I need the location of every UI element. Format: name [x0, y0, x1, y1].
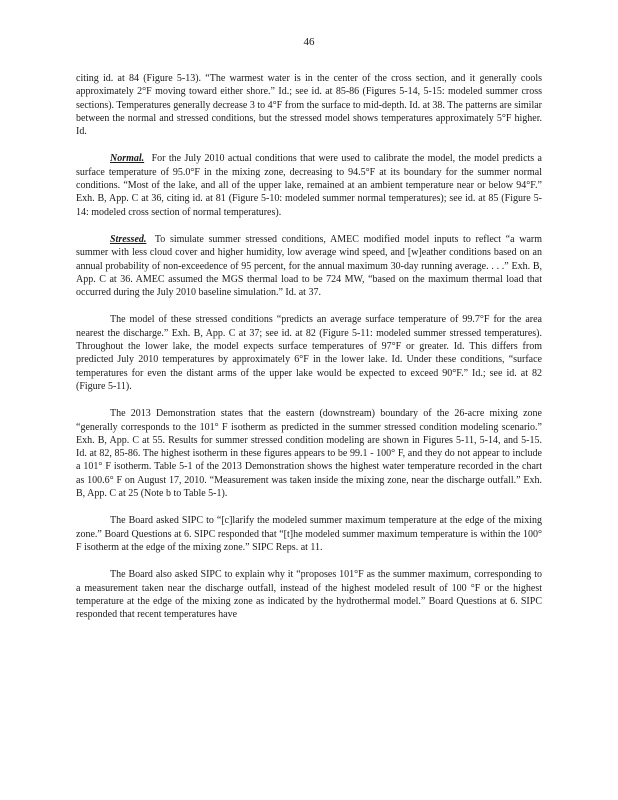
run-in-heading-stressed: Stressed. [110, 233, 147, 245]
paragraph-normal [76, 152, 542, 218]
paragraph-stressed-model [76, 313, 542, 393]
paragraph-text: For the July 2010 actual conditions that were used to calibrate the model, the model predicts a surface temperature of 95.0°F in the mixing zone, decreasing to 94.5°F at its boundary for the summer normal conditions. “Most of the lake, and all of the upper lake, remained at an ambient temperature near or below 94°F.” Exh. B, App. C at 36, citing id. at 81 (Figure 5-10: modeled summer normal temperatures); see id. at 85 (Figure 5-14: modeled cross section of normal temperatures). [76, 153, 542, 218]
paragraph-text: The model of these stressed conditions “predicts an average surface temperature of 99.7°F for the area nearest the discharge.” Exh. B, App. C at 37; see id. at 82 (Figure 5-11: modeled summer stressed temperatures). Throughout the lower lake, the model expects surface temperatures of 97°F or greater. Id. This differs from predicted July 2010 temperatures by approximately 6°F in the lower lake. Id. Under these conditions, “surface temperatures for even the distant arms of the upper lake would be expected to exceed 90°F.” Id.; see id. at 82 (Figure 5-11). [76, 314, 542, 392]
paragraph-board-question-1 [76, 514, 542, 554]
paragraph-board-question-2 [76, 568, 542, 621]
run-in-heading-normal: Normal. [110, 153, 145, 165]
paragraph-text: citing id. at 84 (Figure 5-13). “The warmest water is in the center of the cross section, and it generally cools approximately 2°F moving toward either shore.” Id.; see id. at 85-86 (Figures 5-14, 5-15: modeled summer cross sections). Temperatures generally decrease 3 to 4°F from the surface to mid-depth. Id. at 38. The patterns are similar between the normal and stressed conditions, but the stressed model shows temperatures approximately 5°F higher. Id. [76, 73, 542, 138]
paragraph-text: The 2013 Demonstration states that the eastern (downstream) boundary of the 26-acre mixing zone “generally corresponds to the 101° F isotherm as predicted in the summer stressed condition modeling scenario.” Exh. B, App. C at 55. Results for summer stressed condition modeling are shown in Figures 5-11, 5-14, and 5-15. Id. at 82, 85-86. The highest isotherm in these figures appears to be 99.1 - 100° F, and they do not appear to include a 101° F isotherm. Table 5-1 of the 2013 Demonstration shows the highest water temperature recorded in the chart as 100.6° F on August 17, 2010. “Measurement was taken inside the mixing zone, near the discharge outfall.” Exh. B, App. C at 25 (Note b to Table 5-1). [76, 408, 542, 500]
document-body [76, 72, 542, 635]
paragraph-continued [76, 72, 542, 138]
page-number: 46 [303, 36, 315, 48]
paragraph-demonstration [76, 407, 542, 500]
paragraph-text: To simulate summer stressed conditions, AMEC modified model inputs to reflect “a warm summer with less cloud cover and higher humidity, low average wind speed, and [w]eather conditions based on an annual probability of non-exceedence of 95 percent, for the annual maximum 30-day running average. . . .” Exh. B, App. C at 36. AMEC assumed the MGS thermal load to be 724 MW, “based on the maximum thermal load that occurred during the July 2010 baseline simulation.” Id. at 37. [76, 233, 542, 299]
paragraph-stressed [76, 233, 542, 299]
paragraph-text: The Board also asked SIPC to explain why it “proposes 101°F as the summer maximum, corresponding to a measurement taken near the discharge outfall, instead of the highest modeled result of 100 °F or the highest temperature at the edge of the mixing zone as indicated by the hydrothermal model.” Board Questions at 6. SIPC responded that recent temperatures have [76, 569, 542, 621]
paragraph-text: The Board asked SIPC to “[c]larify the modeled summer maximum temperature at the edge of the mixing zone.” Board Questions at 6. SIPC responded that “[t]he modeled summer maximum temperature is within the 100° F isotherm at the edge of the mixing zone.” SIPC Reps. at 11. [76, 515, 542, 553]
